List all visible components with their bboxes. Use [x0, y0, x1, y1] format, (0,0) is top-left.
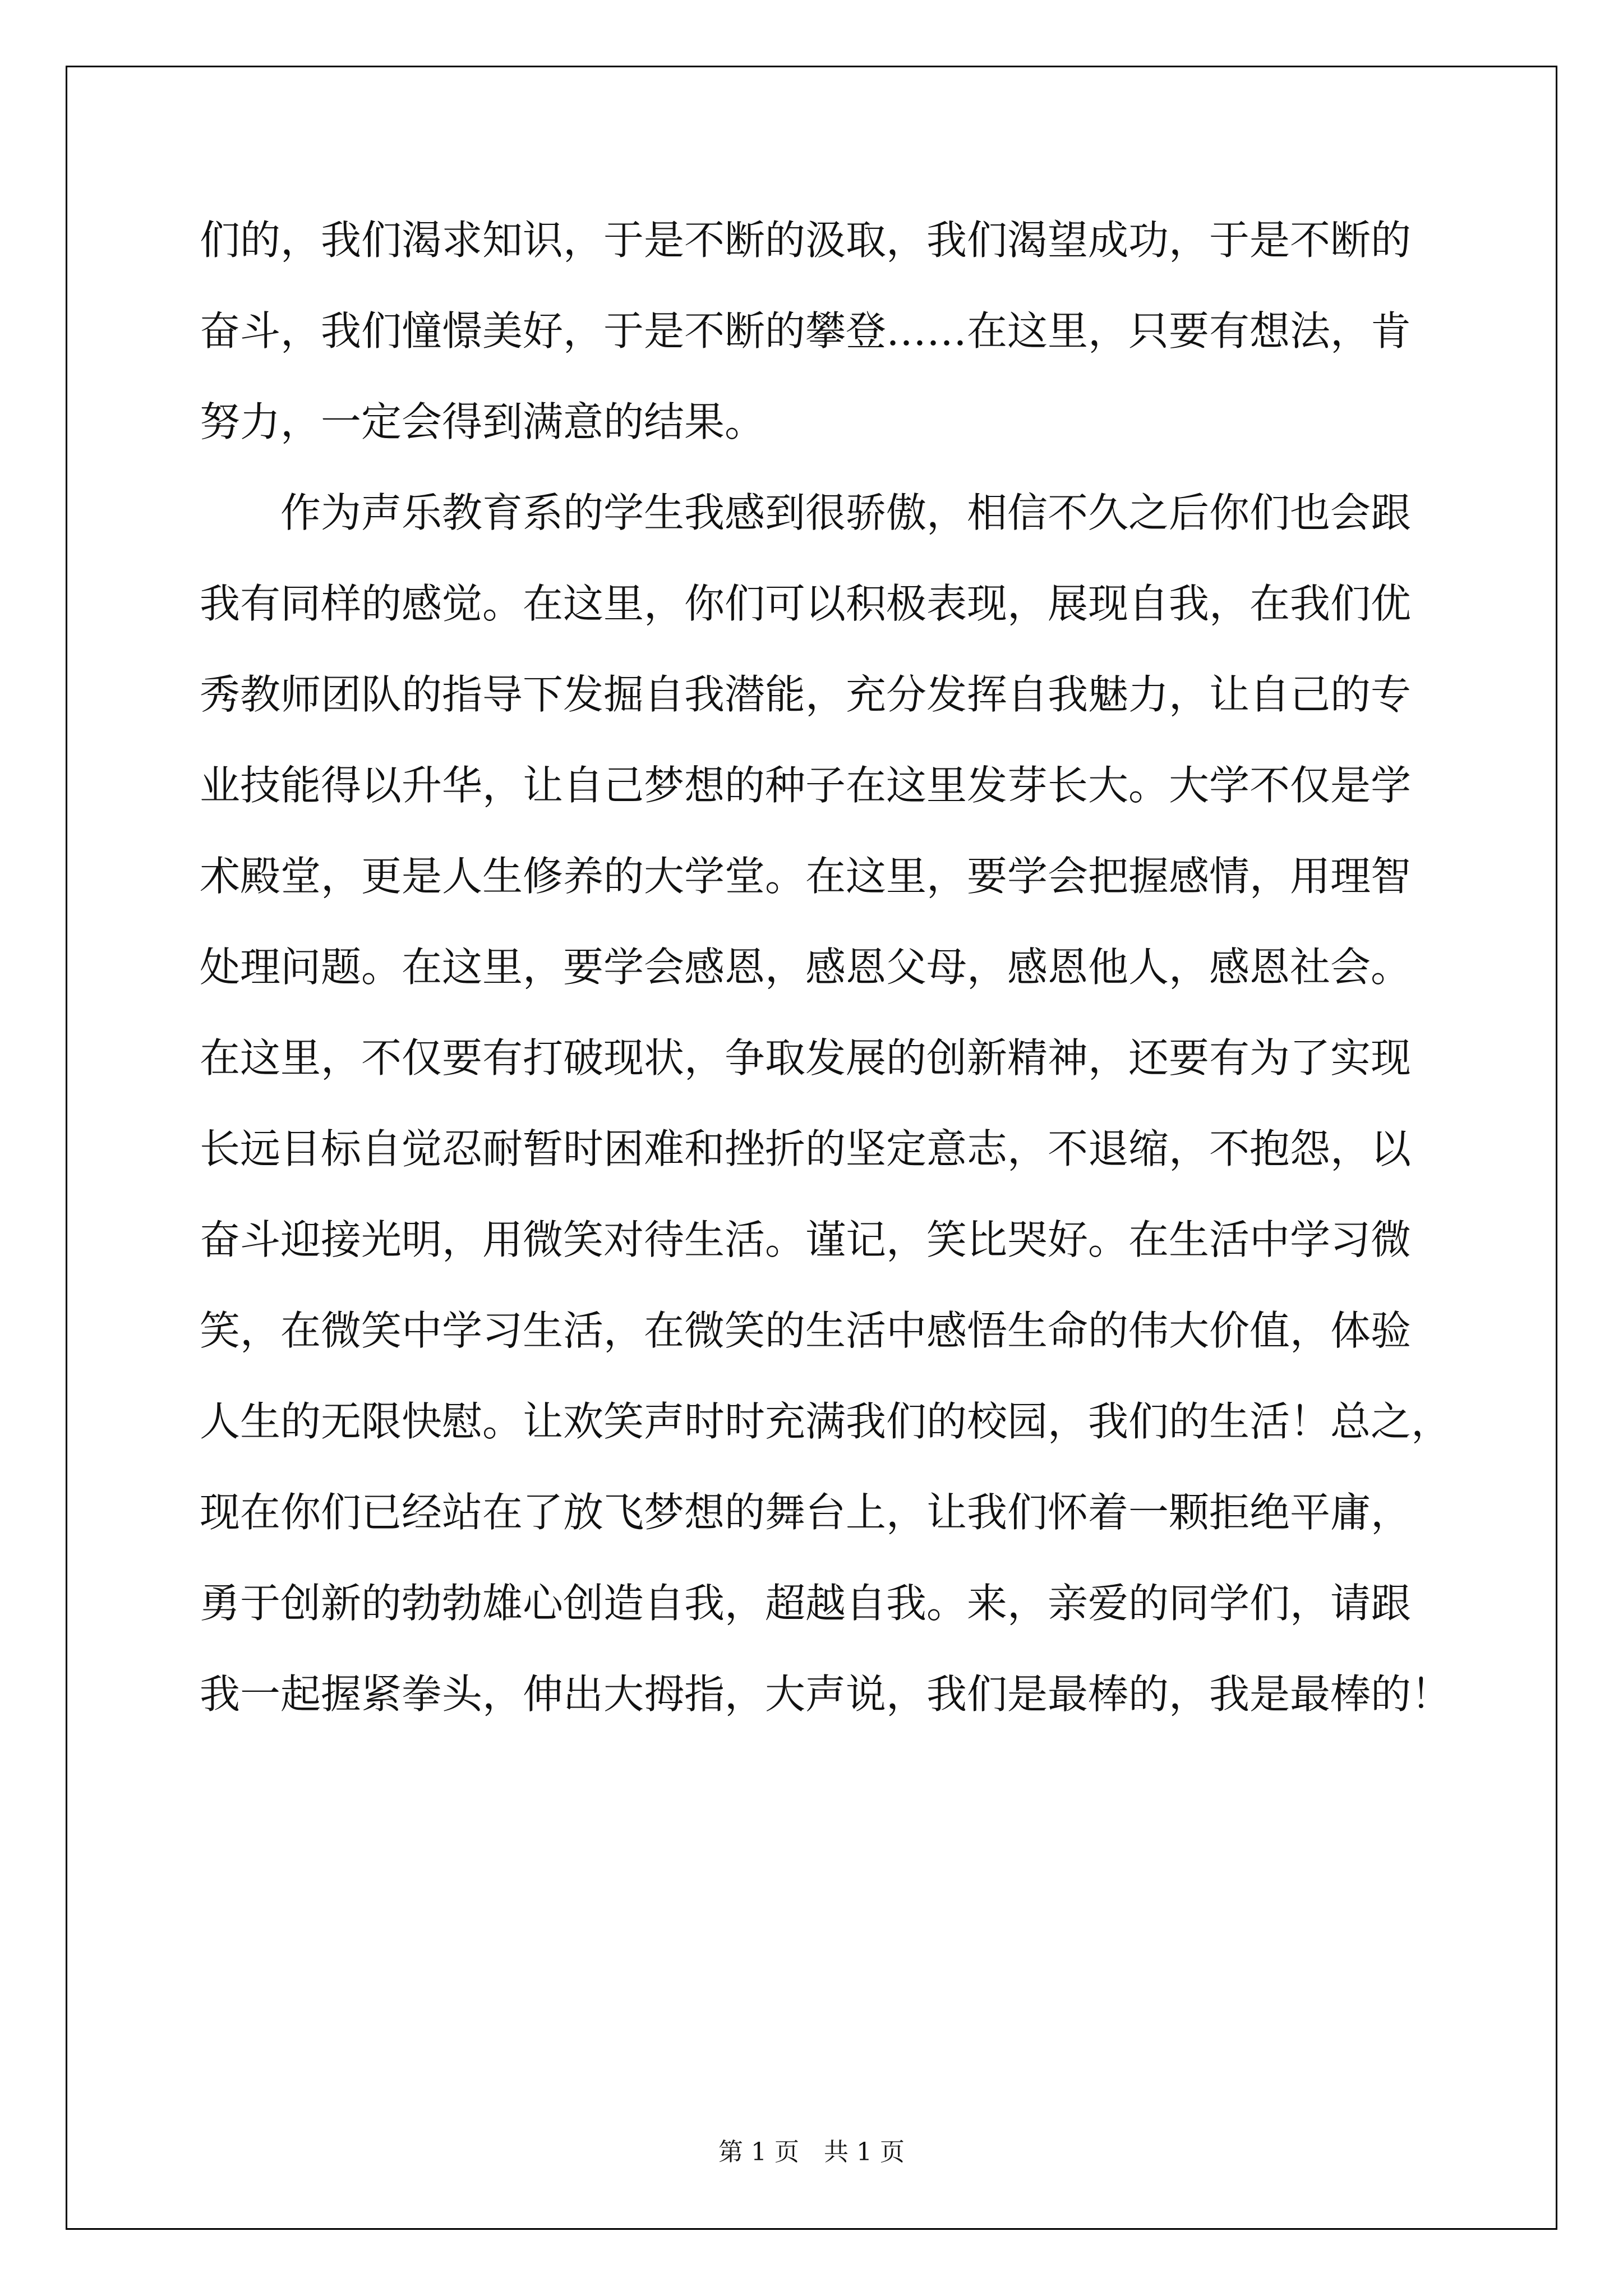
text-line: 术殿堂，更是人生修养的大学堂。在这里，要学会把握感情，用理智	[200, 853, 1412, 900]
text-line: 笑，在微笑中学习生活，在微笑的生活中感悟生命的伟大价值，体验	[200, 1307, 1412, 1354]
text-line: 们的，我们渴求知识，于是不断的汲取，我们渴望成功，于是不断的	[200, 217, 1412, 264]
text-line: 秀教师团队的指导下发掘自我潜能，充分发挥自我魅力，让自己的专	[200, 671, 1412, 718]
text-line: 人生的无限快慰。让欢笑声时时充满我们的校园，我们的生活！总之，	[200, 1398, 1452, 1445]
text-line: 奋斗，我们憧憬美好，于是不断的攀登……在这里，只要有想法，肯	[200, 307, 1412, 355]
text-line: 业技能得以升华，让自己梦想的种子在这里发芽长大。大学不仅是学	[200, 762, 1412, 809]
text-line: 奋斗迎接光明，用微笑对待生活。谨记，笑比哭好。在生活中学习微	[200, 1216, 1412, 1263]
text-line: 处理问题。在这里，要学会感恩，感恩父母，感恩他人，感恩社会。	[200, 944, 1412, 991]
text-line: 现在你们已经站在了放飞梦想的舞台上，让我们怀着一颗拒绝平庸，	[200, 1489, 1412, 1536]
text-line: 我有同样的感觉。在这里，你们可以积极表现，展现自我，在我们优	[200, 580, 1412, 627]
text-line: 在这里，不仅要有打破现状，争取发展的创新精神，还要有为了实现	[200, 1034, 1412, 1082]
page-number-footer: 第 1 页 共 1 页	[718, 2138, 905, 2166]
text-line: 勇于创新的勃勃雄心创造自我，超越自我。来，亲爱的同学们，请跟	[200, 1580, 1412, 1627]
text-line: 我一起握紧拳头，伸出大拇指，大声说，我们是最棒的，我是最棒的！	[200, 1671, 1452, 1718]
paragraph-start-line: 作为声乐教育系的学生我感到很骄傲，相信不久之后你们也会跟	[280, 489, 1412, 536]
text-line: 努力，一定会得到满意的结果。	[200, 398, 766, 445]
text-line: 长远目标自觉忍耐暂时困难和挫折的坚定意志，不退缩，不抱怨，以	[200, 1125, 1412, 1172]
